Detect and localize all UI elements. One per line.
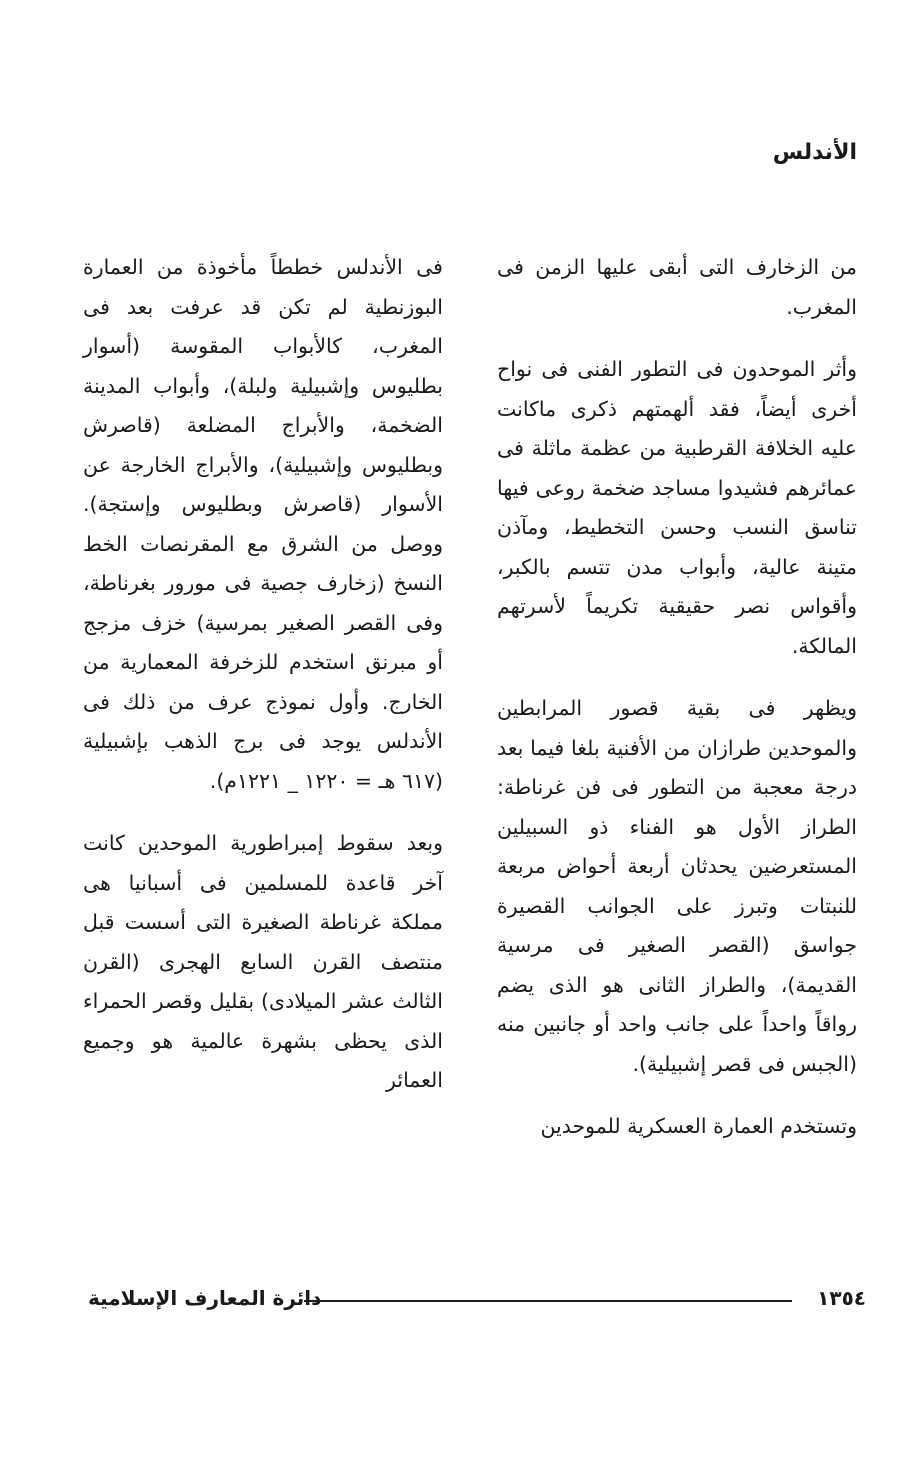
paragraph: فى الأندلس خططاً مأخوذة من العمارة البوزنطية لم تكن قد عرفت بعد فى المغرب، كالأبواب المقوسة (أسوار بطليوس وإشبيلية ولبلة)، وأبواب المدينة الضخمة، والأبراج المضلعة (قاصرش وبطليوس وإشبيلية)، والأبراج الخارجة عن الأسوار (قاصرش وبطليوس وإستجة). ووصل من الشرق مع المقرنصات الخط النسخ (زخارف جصية فى مورور بغرناطة، وفى القصر الصغير بمرسية) خزف مزجج أو مبرنق استخدم للزخرفة المعمارية من الخارج. وأول نموذج عرف من ذلك فى الأندلس يوجد فى برج الذهب بإشبيلية (٦١٧ هـ = ١٢٢٠ _ ١٢٢١م). xyxy=(83,255,443,793)
page-footer xyxy=(88,1286,866,1316)
running-head-title: الأندلس xyxy=(772,140,857,165)
paragraph: من الزخارف التى أبقى عليها الزمن فى المغرب. xyxy=(497,255,857,319)
paragraph: وأثر الموحدون فى التطور الفنى فى نواح أخرى أيضاً، فقد ألهمتهم ذكرى ماكانت عليه الخلافة القرطبية من عظمة ماثلة فى عمائرهم فشيدوا مساجد ضخمة روعى فيها تناسق النسب وحسن التخطيط، ومآذن متينة عالية، وأبواب مدن تتسم بالكبر، وأقواس نصر حقيقية تكريماً لأسرتهم المالكة. xyxy=(497,357,857,658)
footer-rule xyxy=(304,1300,792,1302)
paragraph: ويظهر فى بقية قصور المرابطين والموحدين طرازان من الأفنية بلغا فيما بعد درجة معجبة من التطور فى فن غرناطة: الطراز الأول هو الفناء ذو السبيلين المستعرضين يحدثان أربعة أحواض مربعة للنبتات وتبرز على الجوانب القصيرة جواسق (القصر الصغير فى مرسية القديمة)، والطراز الثانى هو الذى يضم رواقاً واحداً على جانب واحد أو جانبين منه (الجبس فى قصر إشبيلية). xyxy=(497,696,857,1076)
right-column xyxy=(497,248,857,1170)
paragraph: وبعد سقوط إمبراطورية الموحدين كانت آخر قاعدة للمسلمين فى أسبانيا هى مملكة غرناطة الصغيرة التى أسست قبل منتصف القرن السابع الهجرى (القرن الثالث عشر الميلادى) بقليل وقصر الحمراء الذى يحظى بشهرة عالمية هو وجميع العمائر xyxy=(83,831,443,1092)
left-column xyxy=(83,248,443,1124)
paragraph: وتستخدم العمارة العسكرية للموحدين xyxy=(540,1114,857,1138)
footer-encyclopedia-title: دائرة المعارف الإسلامية xyxy=(88,1286,322,1310)
page-number: ١٣٥٤ xyxy=(817,1286,866,1310)
